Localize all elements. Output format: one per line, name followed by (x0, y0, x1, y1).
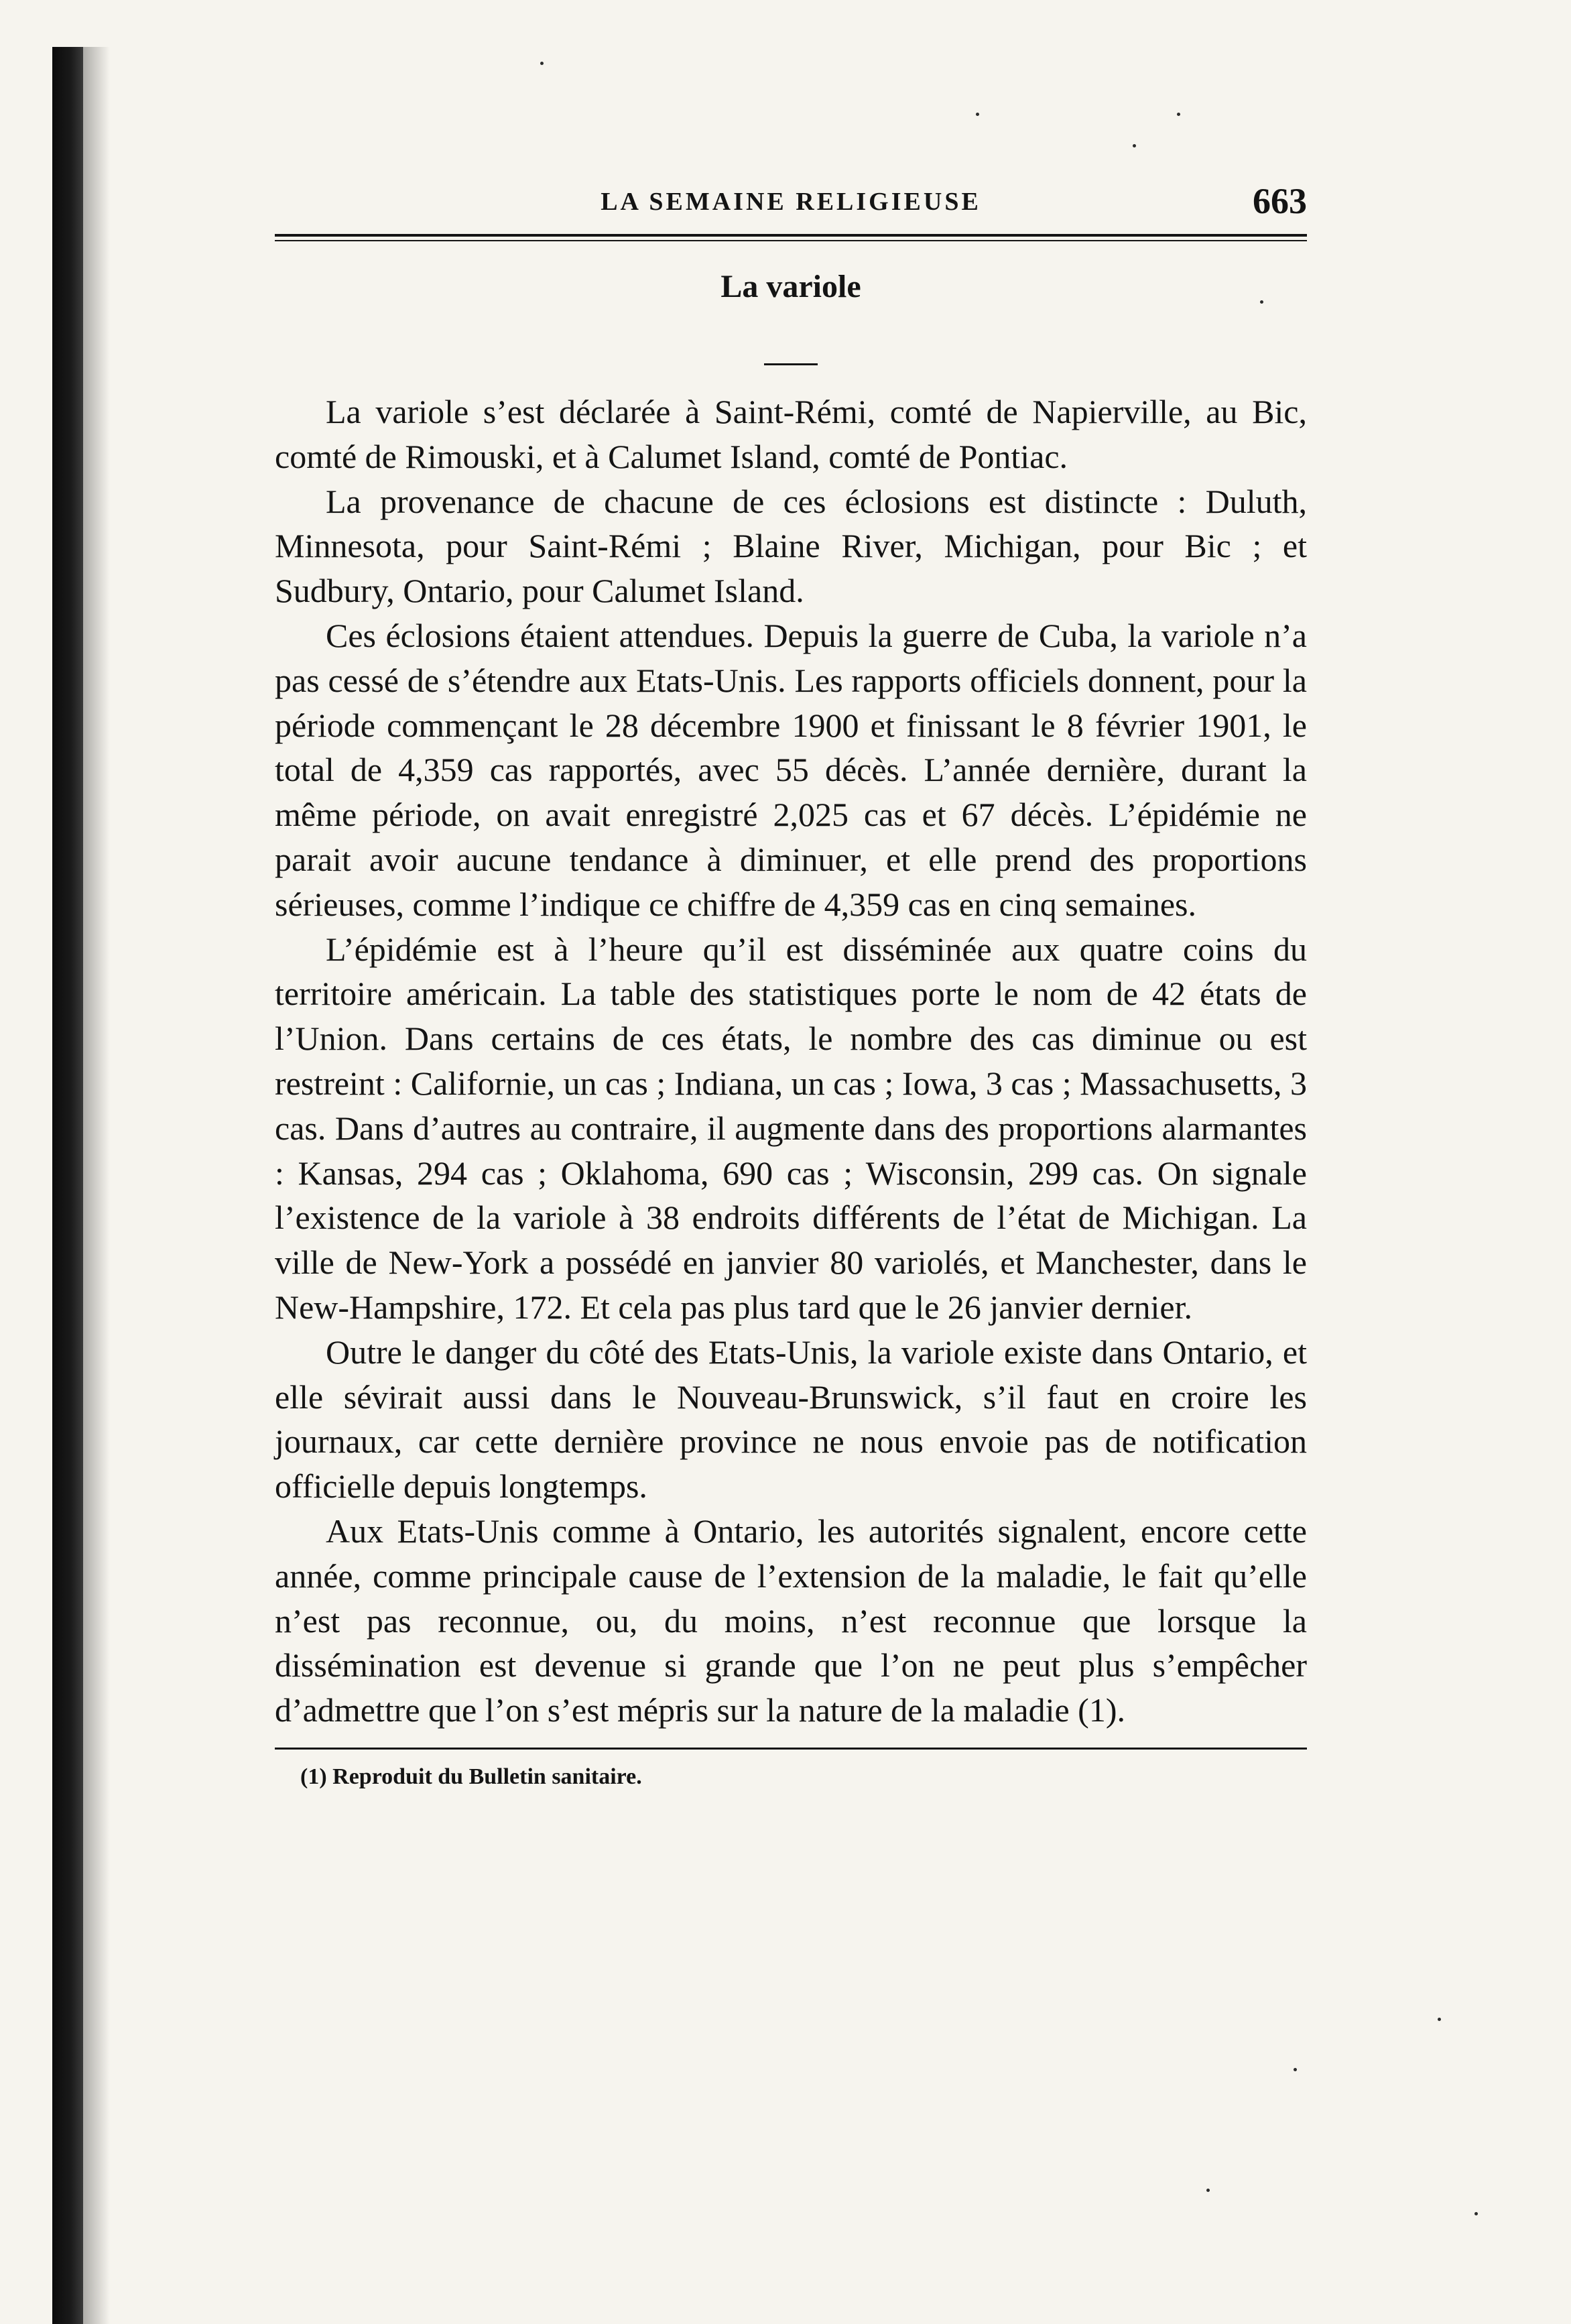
page-number: 663 (1253, 181, 1307, 221)
scan-speck (1206, 2189, 1210, 2192)
scan-speck (976, 113, 979, 116)
paragraph: L’épidémie est à l’heure qu’il est disséminée aux quatre coins du territoire américain. La table des statistiques porte le nom de 42 états de l’Union. Dans certains de ces états, le nombre des cas diminue ou est restreint : Californie, un cas ; Indiana, un cas ; Iowa, 3 cas ; Massachusetts, 3 cas. Dans d’autres au contraire, il augmente dans des proportions alarmantes : Kansas, 294 cas ; Oklahoma, 690 cas ; Wisconsin, 299 cas. On signale l’existence de la variole à 38 endroits différents de l’état de Michigan. La ville de New-York a possédé en janvier 80 variolés, et Manchester, dans le New-Hampshire, 172. Et cela pas plus tard que le 26 janvier dernier. (275, 930, 1307, 1326)
footnote: (1) Reproduit du Bulletin sanitaire. (300, 1764, 642, 1789)
article-title: La variole (720, 269, 861, 304)
scan-speck (1294, 2068, 1297, 2071)
paragraph: La provenance de chacune de ces éclosions est distincte : Duluth, Minnesota, pour Saint-Rémi ; Blaine River, Michigan, pour Bic ; et Sudbury, Ontario, pour Calumet Island. (275, 482, 1307, 610)
running-title: LA SEMAINE RELIGIEUSE (601, 188, 981, 216)
paragraph: Ces éclosions étaient attendues. Depuis la guerre de Cuba, la variole n’a pas cessé de s’étendre aux Etats-Unis. Les rapports officiels donnent, pour la période commençant le 28 décembre 1900 et finissant le 8 février 1901, le total de 4,359 cas rapportés, avec 55 décès. L’année dernière, durant la même période, on avait enregistré 2,025 cas et 67 décès. L’épidémie ne parait avoir aucune tendance à diminuer, et elle prend des proportions sérieuses, comme l’indique ce chiffre de 4,359 cas en cinq semaines. (275, 616, 1307, 923)
book-page (275, 171, 1307, 1790)
book-spine-shadow (52, 47, 83, 2324)
scan-speck (540, 62, 544, 65)
paragraph: La variole s’est déclarée à Saint-Rémi, comté de Napierville, au Bic, comté de Rimouski, et à Calumet Island, comté de Pontiac. (275, 393, 1307, 475)
footnote-rule (275, 1748, 1307, 1750)
title-separator (764, 363, 818, 365)
scan-speck (1133, 144, 1136, 147)
gutter-shadow (83, 47, 110, 2324)
scan-speck (1438, 2018, 1441, 2021)
article-body (275, 389, 1307, 1733)
paragraph: Aux Etats-Unis comme à Ontario, les autorités signalent, encore cette année, comme principale cause de l’extension de la maladie, le fait qu’elle n’est pas reconnue, ou, du moins, n’est reconnue que lorsque la dissémination est devenue si grande que l’on ne peut plus s’empêcher d’admettre que l’on s’est mépris sur la nature de la maladie (1). (275, 1512, 1307, 1729)
paragraph: Outre le danger du côté des Etats-Unis, la variole existe dans Ontario, et elle sévirait aussi dans le Nouveau-Brunswick, s’il faut en croire les journaux, car cette dernière province ne nous envoie pas de notification officielle depuis longtemps. (275, 1333, 1307, 1506)
scan-speck (1474, 2212, 1478, 2215)
header-rule (275, 234, 1307, 241)
running-head (275, 171, 1307, 231)
scan-speck (1177, 113, 1180, 116)
